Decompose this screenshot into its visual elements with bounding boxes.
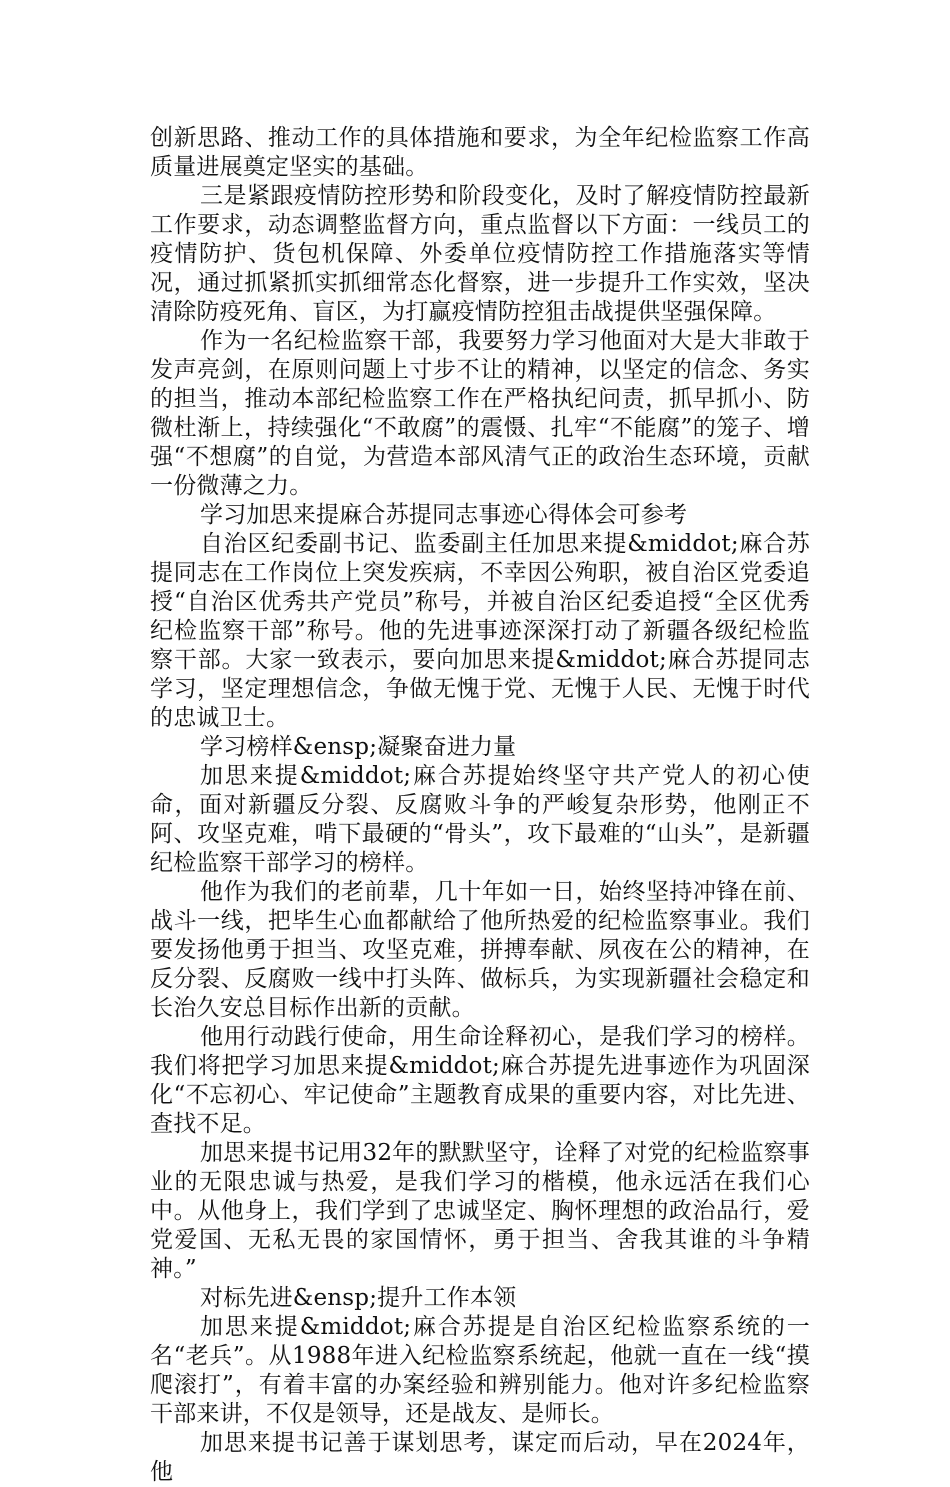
paragraph-3: 作为一名纪检监察干部，我要努力学习他面对大是大非敢于发声亮剑，在原则问题上寸步不让的精神，以坚定的信念、务实的担当，推动本部纪检监察工作在严格执纪问责，抓早抓小、防微杜渐上，持续强化“不敢腐”的震慑、扎牢“不能腐”的笼子、增强“不想腐”的自觉，为营造本部风清气正的政治生态环境，贡献一份微薄之力。 <box>150 328 810 499</box>
paragraph-5: 自治区纪委副书记、监委副主任加思来提&middot;麻合苏提同志在工作岗位上突发疾病，不幸因公殉职，被自治区党委追授“自治区优秀共产党员”称号，并被自治区纪委追授“全区优秀纪检监察干部”称号。他的先进事迹深深打动了新疆各级纪检监察干部。大家一致表示，要向加思来提&middot;麻合苏提同志学习，坚定理想信念，争做无愧于党、无愧于人民、无愧于时代的忠诚卫士。 <box>150 531 810 731</box>
subheading-learn-role-model: 学习榜样&ensp;凝聚奋进力量 <box>200 734 517 760</box>
section-title: 学习加思来提麻合苏提同志事迹心得体会可参考 <box>200 502 688 528</box>
paragraph-10: 加思来提书记用32年的默默坚守，诠释了对党的纪检监察事业的无限忠诚与热爱，是我们学习的楷模，他永远活在我们心中。从他身上，我们学到了忠诚坚定、胸怀理想的政治品行，爱党爱国、无私无畏的家国情怀，勇于担当、舍我其谁的斗争精神。” <box>150 1140 810 1282</box>
paragraph-1: 创新思路、推动工作的具体措施和要求，为全年纪检监察工作高质量进展奠定坚实的基础。 <box>150 125 810 180</box>
paragraph-9: 他用行动践行使命，用生命诠释初心，是我们学习的榜样。我们将把学习加思来提&middot;麻合苏提先进事迹作为巩固深化“不忘初心、牢记使命”主题教育成果的重要内容，对比先进、查找不足。 <box>150 1024 810 1137</box>
paragraph-12: 加思来提&middot;麻合苏提是自治区纪检监察系统的一名“老兵”。从1988年进入纪检监察系统起，他就一直在一线“摸爬滚打”，有着丰富的办案经验和辨别能力。他对许多纪检监察干部来讲，不仅是领导，还是战友、是师长。 <box>150 1314 810 1427</box>
paragraph-13: 加思来提书记善于谋划思考，谋定而后动，早在2024年，他 <box>150 1430 810 1485</box>
paragraph-8: 他作为我们的老前辈，几十年如一日，始终坚持冲锋在前、战斗一线，把毕生心血都献给了他所热爱的纪检监察事业。我们要发扬他勇于担当、攻坚克难，拼搏奉献、夙夜在公的精神，在反分裂、反腐败一线中打头阵、做标兵，为实现新疆社会稳定和长治久安总目标作出新的贡献。 <box>150 879 810 1021</box>
document-page <box>150 124 810 1487</box>
paragraph-7: 加思来提&middot;麻合苏提始终坚守共产党人的初心使命，面对新疆反分裂、反腐败斗争的严峻复杂形势，他刚正不阿、攻坚克难，啃下最硬的“骨头”，攻下最难的“山头”，是新疆纪检监察干部学习的榜样。 <box>150 763 810 876</box>
subheading-benchmark: 对标先进&ensp;提升工作本领 <box>200 1285 517 1311</box>
paragraph-2: 三是紧跟疫情防控形势和阶段变化，及时了解疫情防控最新工作要求，动态调整监督方向，重点监督以下方面：一线员工的疫情防护、货包机保障、外委单位疫情防控工作措施落实等情况，通过抓紧抓实抓细常态化督察，进一步提升工作实效，坚决清除防疫死角、盲区，为打赢疫情防控狙击战提供坚强保障。 <box>150 183 810 325</box>
